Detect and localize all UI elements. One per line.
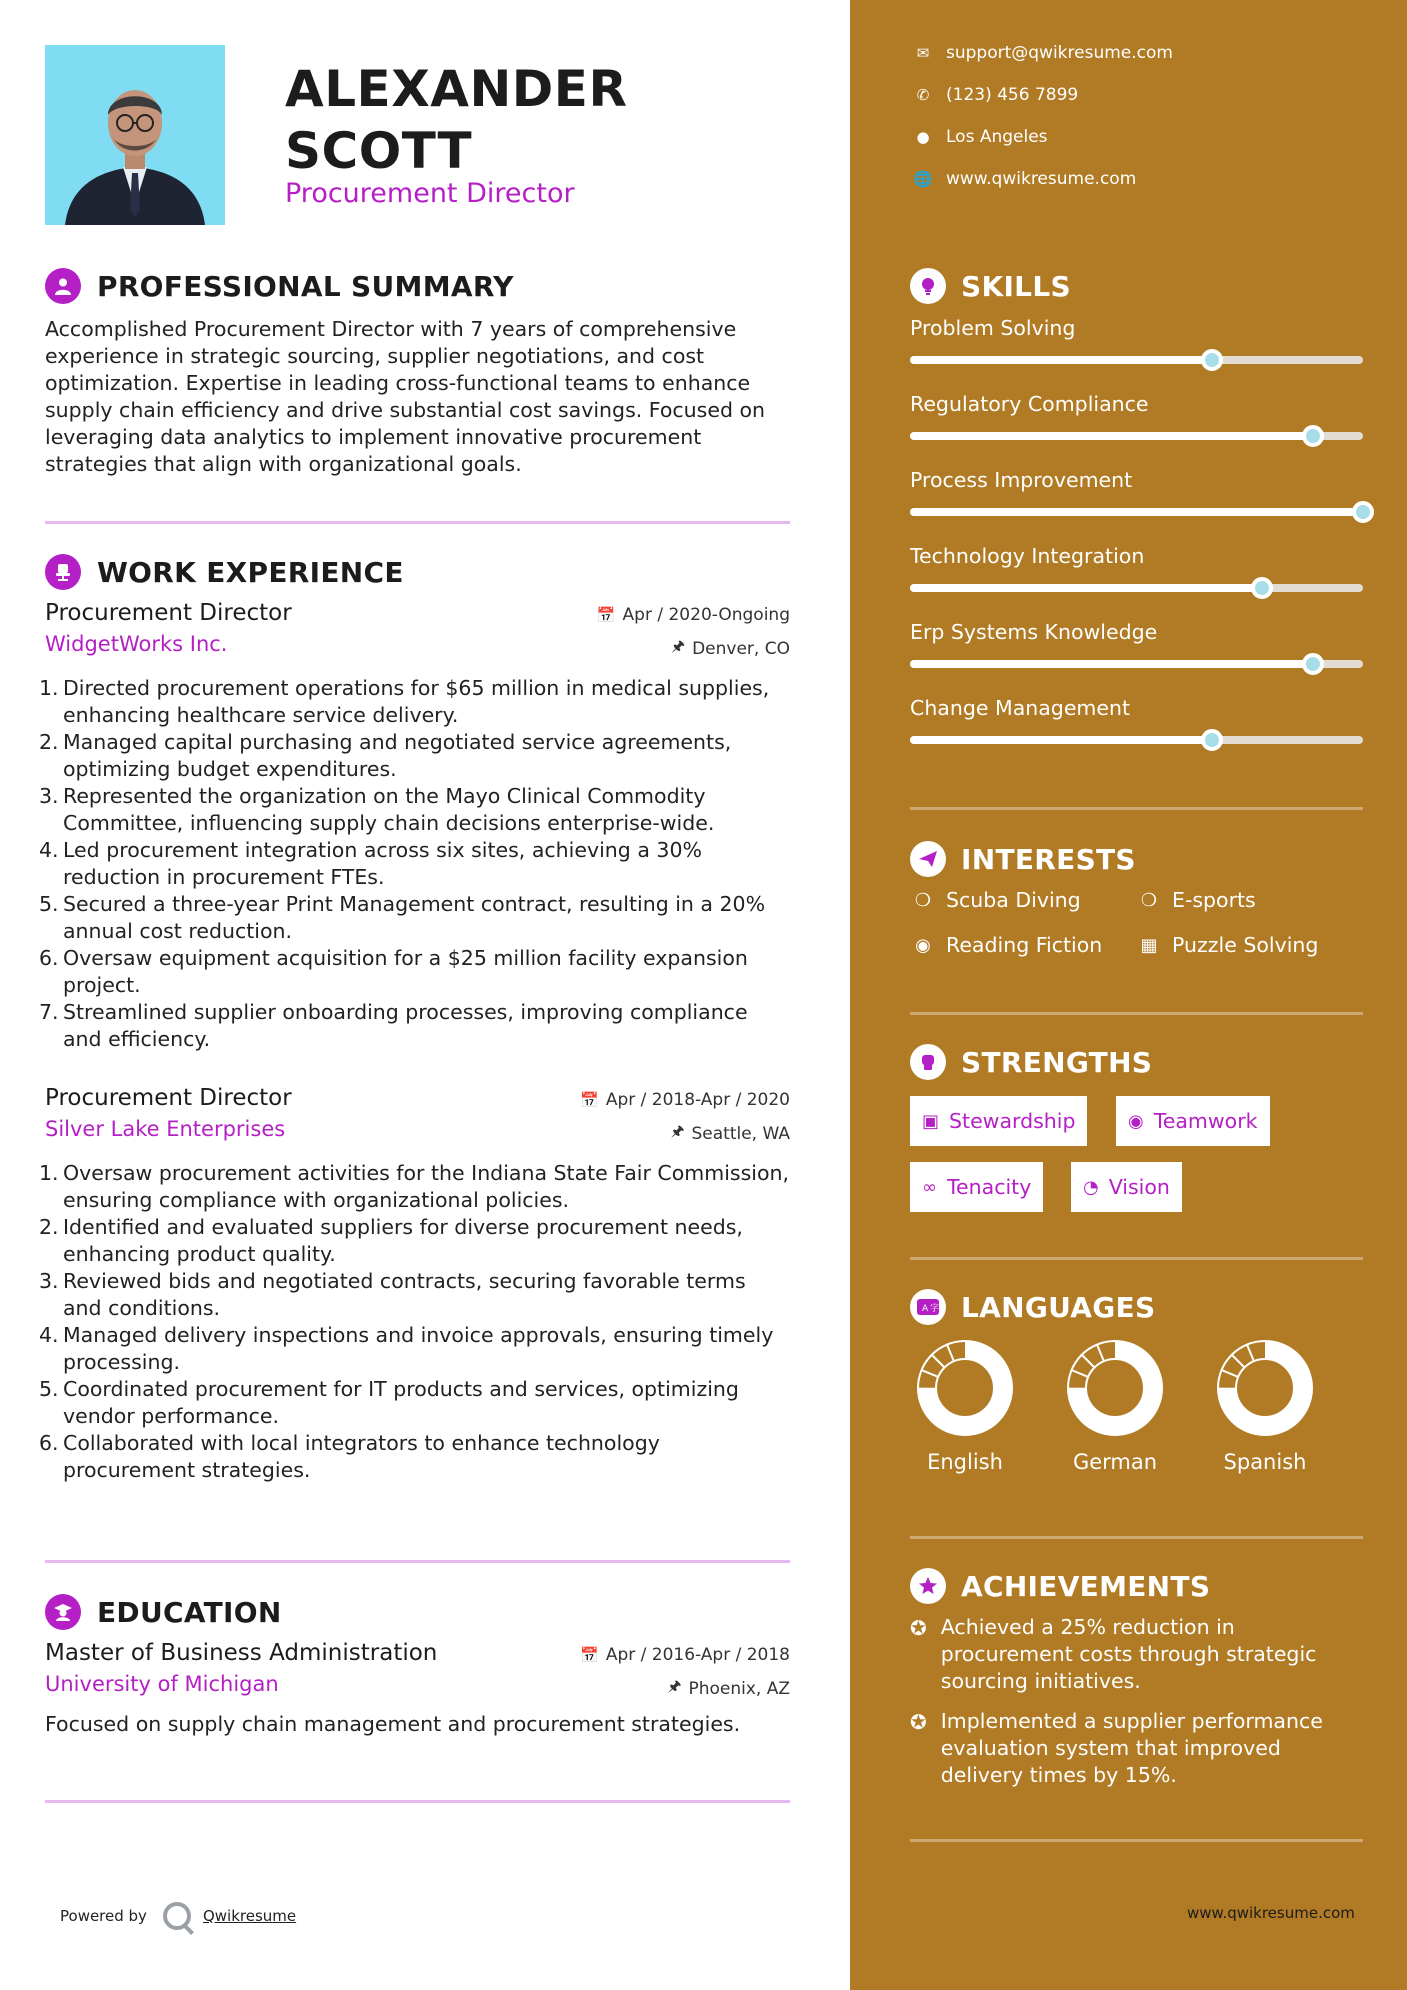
- skill-name: Change Management: [910, 696, 1131, 720]
- binoculars-icon: ◔: [1083, 1176, 1099, 1198]
- language-name: English: [927, 1450, 1003, 1474]
- job-dates-text: Apr / 2020-Ongoing: [622, 605, 790, 625]
- skill-name: Problem Solving: [910, 316, 1076, 340]
- graduate-icon: [45, 1594, 81, 1630]
- skill-bar: [910, 660, 1363, 668]
- profile-photo: [45, 45, 225, 225]
- skill-bar-fill: [910, 736, 1212, 744]
- skill-bar-knob: [1302, 653, 1324, 675]
- job-location: [671, 1121, 790, 1146]
- skill-item: [910, 392, 1363, 416]
- lifebuoy-icon: ❍: [1140, 889, 1158, 911]
- job-entry: [39, 1085, 790, 1484]
- summary-text: Accomplished Procurement Director with 7 years of comprehensive experience in strategic sourcing, supplier negotiations, and cost optimization. Expertise in leading cross-functional teams to enhance supply chain efficiency and drive substantial cost savings. Focused on leveraging data analytics to implement innovative procurement strategies that align with organizational goals.: [45, 317, 766, 476]
- pin-icon: 🖈: [667, 1677, 682, 1695]
- star-icon: ✪: [910, 1616, 927, 1640]
- job-dates: [580, 1090, 790, 1110]
- divider: [45, 1560, 790, 1563]
- strength-chip: ∞ Tenacity: [910, 1162, 1043, 1212]
- skill-name: Erp Systems Knowledge: [910, 620, 1158, 644]
- skills-header: [910, 268, 1071, 304]
- divider: [45, 1800, 790, 1803]
- contact-phone: [910, 85, 1078, 105]
- education-section: [45, 1592, 790, 1738]
- first-name: ALEXANDER: [285, 60, 628, 118]
- language-donut: [1217, 1340, 1313, 1436]
- strength-chip: ◉ Teamwork: [1116, 1096, 1270, 1146]
- divider: [45, 521, 790, 524]
- email-text[interactable]: support@qwikresume.com: [946, 43, 1173, 63]
- interest-item: ❍ Scuba Diving: [910, 888, 1081, 912]
- strengths-heading: STRENGTHS: [961, 1045, 1153, 1079]
- translate-icon: [910, 1289, 946, 1325]
- education-entry: [45, 1640, 790, 1738]
- achievements-heading: ACHIEVEMENTS: [961, 1569, 1211, 1603]
- interests-heading: INTERESTS: [961, 842, 1136, 876]
- summary-heading: PROFESSIONAL SUMMARY: [97, 269, 514, 303]
- education-location-text: Phoenix, AZ: [688, 1678, 790, 1699]
- skill-item: [910, 468, 1363, 492]
- list-item: 5. Coordinated procurement for IT products and services, optimizing vendor performance.: [39, 1377, 739, 1428]
- divider: [910, 1257, 1363, 1260]
- qwikresume-logo-icon: [163, 1902, 191, 1930]
- calendar-icon: 📅: [596, 606, 616, 624]
- pin-icon: 🖈: [670, 1122, 685, 1140]
- skill-bar-fill: [910, 584, 1262, 592]
- calendar-icon: 📅: [580, 1646, 599, 1664]
- job-location-text: Seattle, WA: [691, 1123, 790, 1144]
- fist-icon: [910, 1044, 946, 1080]
- job-title: Procurement Director: [45, 1085, 292, 1111]
- achievement-item: ✪ Achieved a 25% reduction in procurement costs through strategic sourcing initiatives.: [910, 1615, 1317, 1693]
- paper-plane-icon: [910, 841, 946, 877]
- phone-icon: ✆: [916, 86, 930, 104]
- pin-icon: 🖈: [671, 637, 686, 655]
- skill-bar-knob: [1302, 425, 1324, 447]
- job-company: Silver Lake Enterprises: [45, 1117, 286, 1141]
- envelope-icon: ✉: [916, 44, 930, 62]
- skill-item: [910, 620, 1363, 644]
- school: University of Michigan: [45, 1672, 279, 1696]
- skill-bar: [910, 736, 1363, 744]
- language-donut: [917, 1340, 1013, 1436]
- list-item: 6. Oversaw equipment acquisition for a $25 million facility expansion project.: [39, 946, 748, 997]
- skill-item: [910, 696, 1363, 720]
- list-item: 6. Collaborated with local integrators to enhance technology procurement strategies.: [39, 1431, 660, 1482]
- list-item: 5. Secured a three-year Print Management contract, resulting in a 20% annual cost reduction.: [39, 892, 766, 943]
- skill-bar-fill: [910, 660, 1313, 668]
- education-dates: [580, 1645, 790, 1665]
- job-location-text: Denver, CO: [692, 638, 790, 659]
- user-icon: [45, 268, 81, 304]
- link-icon: ∞: [922, 1176, 937, 1198]
- language-donut: [1067, 1340, 1163, 1436]
- interests-header: [910, 841, 1136, 877]
- list-item: 7. Streamlined supplier onboarding processes, improving compliance and efficiency.: [39, 1000, 748, 1051]
- list-item: 1. Oversaw procurement activities for the Indiana State Fair Commission, ensuring compliance with organizational policies.: [39, 1161, 790, 1212]
- interest-item: ◉ Reading Fiction: [910, 933, 1102, 957]
- candidate-title: Procurement Director: [285, 178, 575, 209]
- contact-location: [910, 127, 1048, 147]
- map-marker-icon: ●: [916, 128, 930, 146]
- last-name: SCOTT: [285, 122, 473, 180]
- footer-website[interactable]: www.qwikresume.com: [1187, 1904, 1355, 1922]
- candidate-name: [285, 58, 627, 182]
- divider: [910, 1839, 1363, 1842]
- education-location: [668, 1676, 790, 1701]
- education-dates-text: Apr / 2016-Apr / 2018: [605, 1645, 790, 1665]
- degree: Master of Business Administration: [45, 1640, 438, 1666]
- divider: [910, 807, 1363, 810]
- globe-icon: 🌐: [913, 170, 933, 188]
- lifebuoy-icon: ❍: [914, 889, 932, 911]
- achievement-item: ✪ Implemented a supplier performance evaluation system that improved delivery times by 15%.: [910, 1709, 1323, 1787]
- job-duties: [39, 675, 790, 1053]
- list-item: 2. Managed capital purchasing and negotiated service agreements, optimizing budget expenditures.: [39, 730, 732, 781]
- powered-by: [60, 1902, 296, 1930]
- strengths-header: [910, 1044, 1152, 1080]
- phone-text: (123) 456 7899: [946, 85, 1079, 105]
- list-item: 1. Directed procurement operations for $65 million in medical supplies, enhancing healthcare service delivery.: [39, 676, 770, 727]
- interest-item: ❍ E-sports: [1136, 888, 1256, 912]
- location-text: Los Angeles: [946, 127, 1048, 147]
- achievements-header: [910, 1568, 1210, 1604]
- job-dates: [597, 605, 790, 625]
- users-icon: ◉: [1128, 1110, 1144, 1132]
- skill-bar-fill: [910, 356, 1212, 364]
- education-heading: EDUCATION: [97, 1595, 282, 1629]
- sidebar: [850, 0, 1407, 1990]
- skill-item: [910, 316, 1363, 340]
- strength-chip: ▣ Stewardship: [910, 1096, 1087, 1146]
- list-item: 2. Identified and evaluated suppliers for diverse procurement needs, enhancing product quality.: [39, 1215, 743, 1266]
- skill-name: Regulatory Compliance: [910, 392, 1149, 416]
- list-item: 4. Managed delivery inspections and invoice approvals, ensuring timely processing.: [39, 1323, 774, 1374]
- star-icon: ✪: [910, 1710, 927, 1734]
- list-item: 3. Represented the organization on the Mayo Clinical Commodity Committee, influencing supply chain decisions enterprise-wide.: [39, 784, 715, 835]
- skill-bar-knob: [1201, 349, 1223, 371]
- interest-item: ▦ Puzzle Solving: [1136, 933, 1318, 957]
- skill-bar-fill: [910, 432, 1313, 440]
- book-icon: ▦: [1140, 934, 1158, 956]
- list-item: 4. Led procurement integration across six sites, achieving a 30% reduction in procurement FTEs.: [39, 838, 702, 889]
- skill-item: [910, 544, 1363, 568]
- language-item: [910, 1340, 1020, 1474]
- website-text[interactable]: www.qwikresume.com: [946, 169, 1137, 189]
- contact-website: [910, 169, 1136, 189]
- list-item: 3. Reviewed bids and negotiated contracts, securing favorable terms and conditions.: [39, 1269, 746, 1320]
- skill-bar: [910, 356, 1363, 364]
- summary-section: [45, 266, 790, 478]
- gamepad-icon: ◉: [915, 934, 931, 956]
- calendar-icon: 📅: [580, 1091, 599, 1109]
- svg-text:字: 字: [930, 1304, 939, 1314]
- language-name: Spanish: [1223, 1450, 1307, 1474]
- language-item: [1210, 1340, 1320, 1474]
- divider: [910, 1536, 1363, 1539]
- languages-header: [910, 1289, 1155, 1325]
- job-duties: [39, 1160, 790, 1484]
- qwikresume-link[interactable]: Qwikresume: [202, 1907, 297, 1925]
- language-name: German: [1072, 1450, 1158, 1474]
- job-title: Procurement Director: [45, 600, 292, 626]
- svg-text:A: A: [922, 1304, 929, 1314]
- skills-heading: SKILLS: [961, 269, 1071, 303]
- skill-bar: [910, 584, 1363, 592]
- contact-email: [910, 43, 1173, 63]
- job-location: [671, 636, 790, 661]
- work-section: [39, 552, 790, 1484]
- skill-bar-knob: [1352, 501, 1374, 523]
- skill-bar: [910, 508, 1363, 516]
- job-dates-text: Apr / 2018-Apr / 2020: [605, 1090, 790, 1110]
- powered-by-label: Powered by: [60, 1907, 147, 1925]
- language-item: [1060, 1340, 1170, 1474]
- job-entry: [39, 600, 790, 1053]
- skill-bar-knob: [1251, 577, 1273, 599]
- job-company: WidgetWorks Inc.: [45, 632, 228, 656]
- work-heading: WORK EXPERIENCE: [97, 555, 404, 589]
- skill-bar-knob: [1201, 729, 1223, 751]
- skill-bar-fill: [910, 508, 1363, 516]
- strength-chip: ◔ Vision: [1071, 1162, 1182, 1212]
- divider: [910, 1012, 1363, 1015]
- star-badge-icon: [910, 1568, 946, 1604]
- skill-name: Technology Integration: [910, 544, 1145, 568]
- languages-heading: LANGUAGES: [961, 1290, 1156, 1324]
- education-description: Focused on supply chain management and procurement strategies.: [45, 1712, 741, 1736]
- lightbulb-icon: [910, 268, 946, 304]
- chair-icon: [45, 554, 81, 590]
- skill-name: Process Improvement: [910, 468, 1133, 492]
- skill-bar: [910, 432, 1363, 440]
- briefcase-icon: ▣: [922, 1110, 940, 1132]
